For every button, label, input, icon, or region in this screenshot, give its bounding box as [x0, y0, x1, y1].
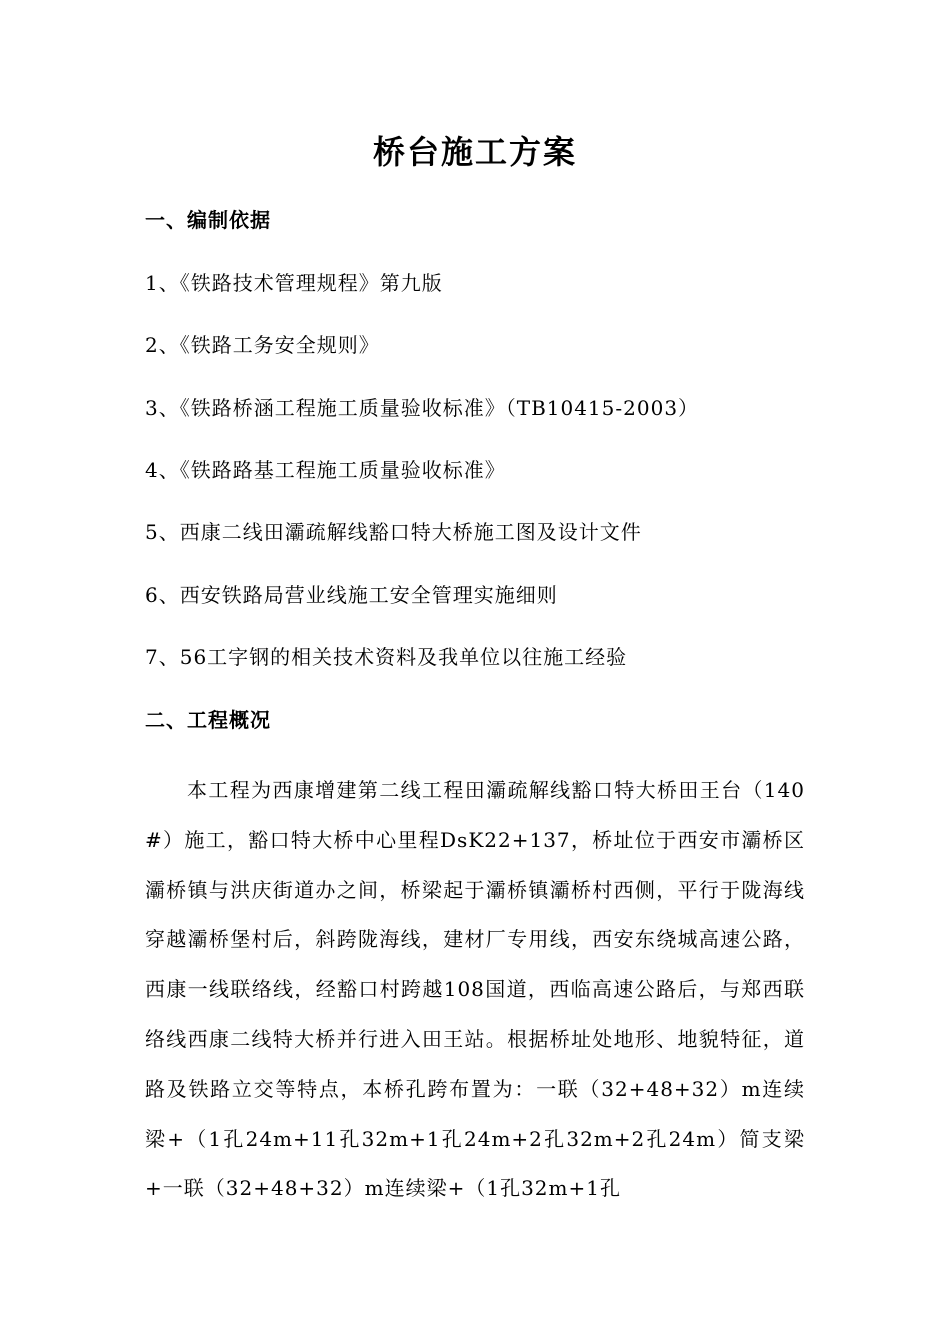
overview-paragraph: 本工程为西康增建第二线工程田灞疏解线豁口特大桥田王台（140#）施工，豁口特大桥中心里程DsK22+137，桥址位于西安市灞桥区灞桥镇与洪庆街道办之间，桥梁起于灞桥镇灞桥村西侧，平行于陇海线穿越灞桥堡村后，斜跨陇海线，建材厂专用线，西安东绕城高速公路，西康一线联络线，经豁口村跨越108国道，西临高速公路后，与郑西联络线西康二线特大桥并行进入田王站。根据桥址处地形、地貌特征，道路及铁路立交等特点，本桥孔跨布置为：一联（32+48+32）m连续梁+（1孔24m+11孔32m+1孔24m+2孔32m+2孔24m）简支梁+一联（32+48+32）m连续梁+（1孔32m+1孔 [145, 778, 805, 1201]
document-title: 桥台施工方案 [372, 133, 577, 171]
section-heading-basis: 一、编制依据 [145, 208, 271, 232]
basis-item-4: 4、《铁路路基工程施工质量验收标准》 [145, 458, 506, 482]
basis-item-7: 7、56工字钢的相关技术资料及我单位以往施工经验 [145, 645, 628, 669]
basis-item-5: 5、西康二线田灞疏解线豁口特大桥施工图及设计文件 [145, 520, 642, 544]
basis-item-3: 3、《铁路桥涵工程施工质量验收标准》（TB10415-2003） [145, 396, 700, 420]
section-heading-overview: 二、工程概况 [145, 708, 271, 732]
basis-item-6: 6、西安铁路局营业线施工安全管理实施细则 [145, 583, 558, 607]
basis-item-1: 1、《铁路技术管理规程》第九版 [145, 271, 443, 295]
basis-item-2: 2、《铁路工务安全规则》 [145, 333, 380, 357]
